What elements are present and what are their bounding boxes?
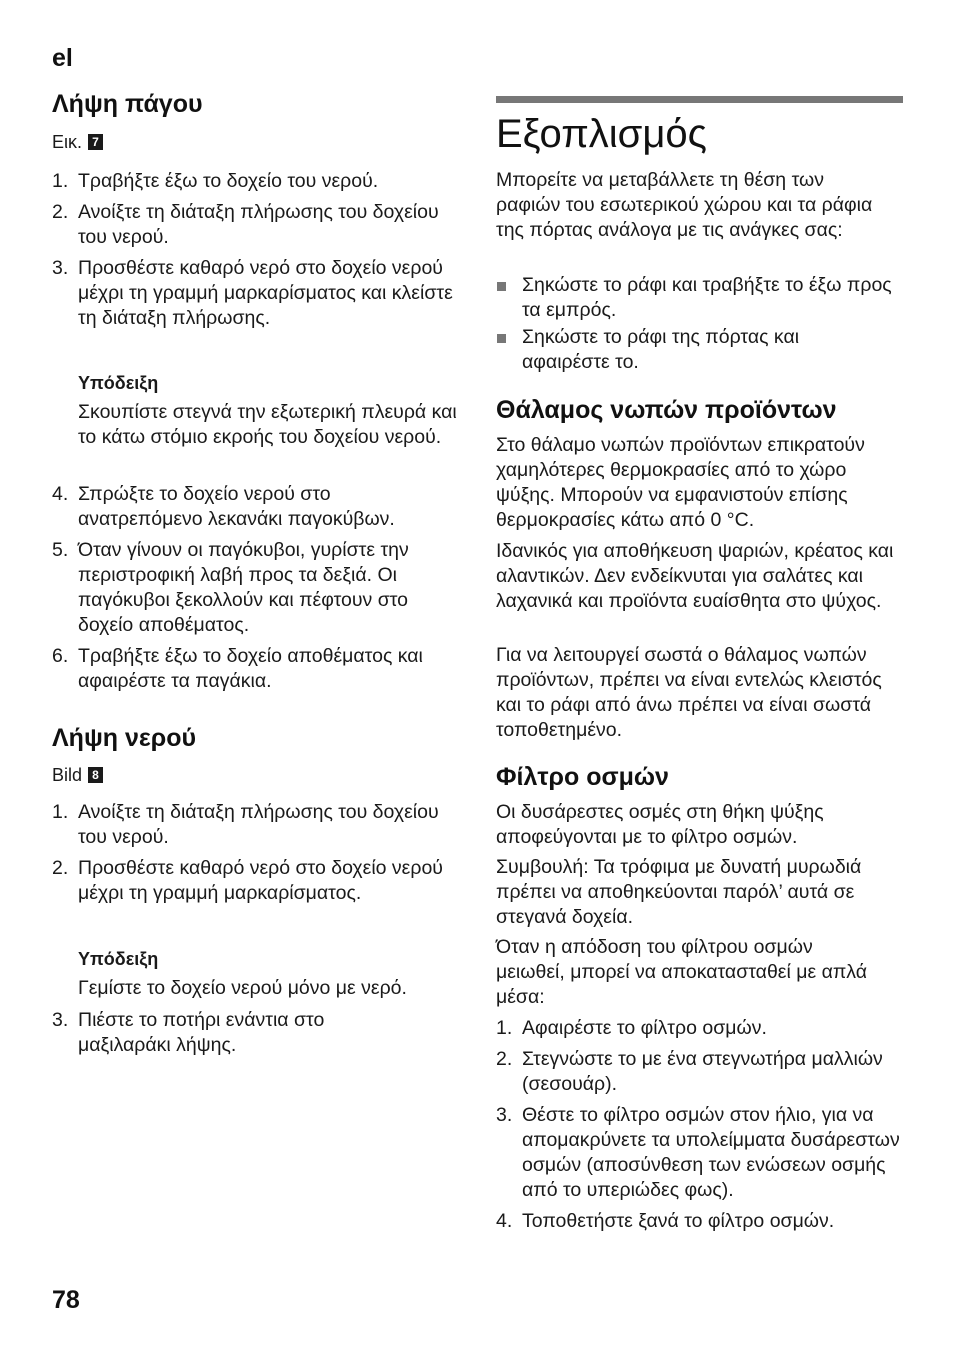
list-item: 1. Τραβήξτε έξω το δοχείο του νερού. xyxy=(52,170,379,192)
list-item: 1. Αφαιρέστε το φίλτρο οσμών. xyxy=(496,1017,767,1039)
filter-steps-list xyxy=(496,1016,901,1234)
ice-steps-list-continued xyxy=(52,482,452,694)
filter-paragraph-2: Συμβουλή: Τα τρόφιμα με δυνατή μυρωδιά πρέπει να αποθηκεύονται παρόλ’ αυτά σε στεγανά δοχεία. xyxy=(496,856,862,928)
list-item: Σηκώστε το ράφι της πόρτας και αφαιρέστε το. xyxy=(496,325,882,375)
list-item: 5. Όταν γίνουν οι παγόκυβοι, γυρίστε την περιστροφική λαβή προς τα δεξιά. Οι παγόκυβοι ξεκολλούν και πέφτουν στο δοχείο αποθέματος. xyxy=(52,539,409,636)
list-item: 3. Θέστε το φίλτρο οσμών στον ήλιο, για να απομακρύνετε τα υπολείμματα δυσάρεστων οσμών (αποσύνθεση των ενώσεων οσμής από το υπεριώδες φως). xyxy=(496,1104,900,1201)
list-item: 4. Σπρώξτε το δοχείο νερού στο ανατρεπόμενο λεκανάκι παγοκύβων. xyxy=(52,483,395,530)
note-text: Σκουπίστε στεγνά την εξωτερική πλευρά και το κάτω στόμιο εκροής του δοχείου νερού. xyxy=(78,401,457,448)
fresh-paragraph-1: Στο θάλαμο νωπών προϊόντων επικρατούν χαμηλότερες θερμοκρασίες από το χώρο ψύξης. Μπορούν να εμφανιστούν επίσης θερμοκρασίες κάτω από 0 °C. xyxy=(496,434,865,531)
section-title-equipment: Εξοπλισμός xyxy=(496,112,707,156)
list-item: 3. Πιέστε το ποτήρι ενάντια στο μαξιλαράκι λήψης. xyxy=(52,1009,325,1056)
fresh-paragraph-2: Ιδανικός για αποθήκευση ψαριών, κρέατος και αλαντικών. Δεν ενδείκνυται για σαλάτες και λαχανικά και προϊόντα ευαίσθητα στο ψύχος. xyxy=(496,540,894,612)
section-rule xyxy=(496,96,903,103)
list-item: Σηκώστε το ράφι και τραβήξτε το έξω προς τα εμπρός. xyxy=(496,273,896,323)
section-title-filter: Φίλτρο οσμών xyxy=(496,763,669,791)
ice-steps-list xyxy=(52,169,452,331)
figure-ref-water xyxy=(52,763,472,787)
equipment-intro: Μπορείτε να μεταβάλλετε τη θέση των ραφιών του εσωτερικού χώρου και τα ράφια της πόρτας ανάλογα με τις ανάγκες σας: xyxy=(496,169,873,241)
list-item: 6. Τραβήξτε έξω το δοχείο αποθέματος και αφαιρέστε τα παγάκια. xyxy=(52,645,423,692)
note-title: Υπόδειξη xyxy=(78,949,159,969)
list-item: 2. Προσθέστε καθαρό νερό στο δοχείο νερού μέχρι τη γραμμή μαρκαρίσματος. xyxy=(52,857,443,904)
page-number: 78 xyxy=(52,1286,80,1314)
note-title: Υπόδειξη xyxy=(78,373,159,393)
list-item: 4. Τοποθετήστε ξανά το φίλτρο οσμών. xyxy=(496,1210,835,1232)
note-text: Γεμίστε το δοχείο νερού μόνο με νερό. xyxy=(78,977,407,999)
list-item: 2. Ανοίξτε τη διάταξη πλήρωσης του δοχείου του νερού. xyxy=(52,201,439,248)
figure-number-badge: 8 xyxy=(88,767,103,783)
figure-ref-label: Εικ. xyxy=(52,132,83,152)
filter-paragraph-1: Οι δυσάρεστες οσμές στη θήκη ψύξης αποφεύγονται με το φίλτρο οσμών. xyxy=(496,801,824,848)
section-title-water: Λήψη νερού xyxy=(52,724,197,752)
fresh-paragraph-3: Για να λειτουργεί σωστά ο θάλαμος νωπών προϊόντων, πρέπει να είναι εντελώς κλειστός και το ράφι από άνω πρέπει να είναι σωστά τοποθετημένο. xyxy=(496,644,882,741)
list-item: 3. Προσθέστε καθαρό νερό στο δοχείο νερού μέχρι τη γραμμή μαρκαρίσματος και κλείστε τη διάταξη πλήρωσης. xyxy=(52,257,453,329)
figure-number-badge: 7 xyxy=(88,134,103,150)
filter-paragraph-3: Όταν η απόδοση του φίλτρου οσμών μειωθεί, μπορεί να αποκατασταθεί με απλά μέσα: xyxy=(496,936,868,1008)
figure-ref-label: Bild xyxy=(52,765,83,785)
section-title-ice: Λήψη πάγου xyxy=(52,90,203,118)
list-item: 1. Ανοίξτε τη διάταξη πλήρωσης του δοχείου του νερού. xyxy=(52,801,439,848)
equipment-bullets xyxy=(496,273,896,375)
water-steps-list-continued xyxy=(52,1008,452,1058)
section-title-fresh: Θάλαμος νωπών προϊόντων xyxy=(496,396,837,424)
language-code: el xyxy=(52,44,73,72)
list-item: 2. Στεγνώστε το με ένα στεγνωτήρα μαλλιών (σεσουάρ). xyxy=(496,1048,883,1095)
figure-ref-ice xyxy=(52,130,472,154)
water-steps-list xyxy=(52,800,452,906)
